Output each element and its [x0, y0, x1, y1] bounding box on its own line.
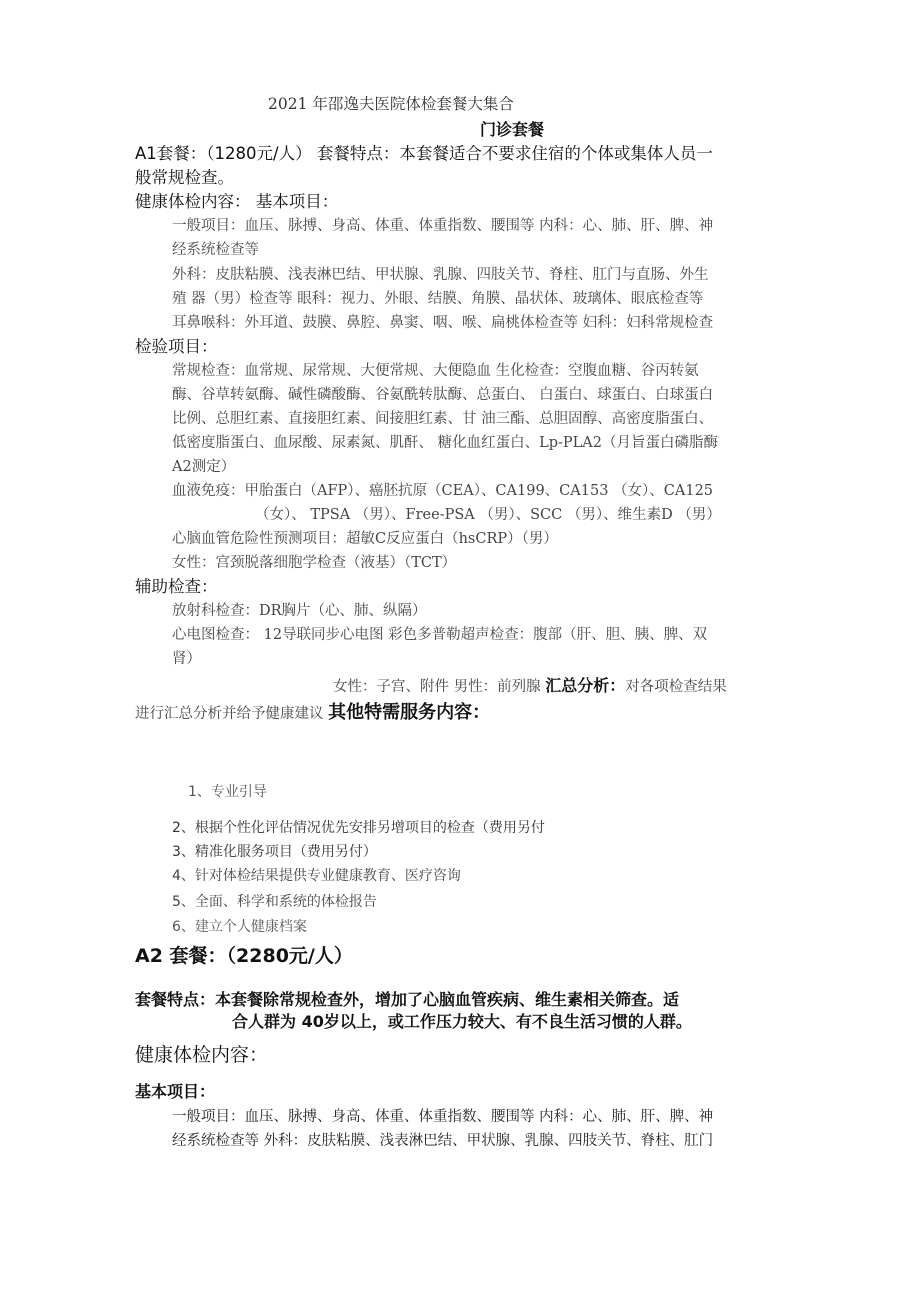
a1-basic-line: 外科：皮肤粘膜、浅表淋巴结、甲状腺、乳腺、四肢关节、脊柱、肛门与直肠、外生	[172, 267, 709, 283]
a2-basic-line: 一般项目：血压、脉搏、身高、体重、体重指数、腰围等 内科：心、肺、肝、脾、神	[172, 1109, 714, 1125]
a1-lab-line: 低密度脂蛋白、血尿酸、尿素氮、肌酐、 糖化血红蛋白、Lp-PLA2（月旨蛋白磷脂酶	[172, 435, 718, 451]
a1-aux-line: 放射科检查：DR胸片（心、肺、纵隔）	[172, 603, 427, 619]
document-title: 2021 年邵逸夫医院体检套餐大集合	[268, 95, 514, 113]
service-item: 6、建立个人健康档案	[172, 919, 307, 935]
service-item: 1、专业引导	[188, 784, 267, 800]
a1-lab-line: 女性：宫颈脱落细胞学检查（液基）（TCT）	[172, 555, 457, 571]
a1-basic-line: 殖 器（男）检查等 眼科：视力、外眼、结膜、角膜、晶状体、玻璃体、眼底检查等	[172, 291, 704, 307]
a2-content-heading: 健康体检内容：	[135, 1044, 269, 1066]
a1-aux-gender-line	[333, 676, 727, 697]
a1-lab-line: 比例、总胆红素、直接胆红素、间接胆红素、甘 油三酯、总胆固醇、高密度脂蛋白、	[172, 411, 714, 427]
a1-summary-label: 汇总分析：	[545, 676, 626, 695]
a1-content-heading: 健康体检内容： 基本项目：	[135, 192, 339, 211]
a1-lab-line: 血液免疫：甲胎蛋白（AFP）、癌胚抗原（CEA）、CA199、CA153 （女）、CA125	[172, 483, 714, 499]
a2-header: A2 套餐：（2280元/人）	[135, 945, 353, 967]
a1-summary-text: 对各项检查结果	[625, 679, 727, 695]
a1-lab-line: 酶、谷草转氨酶、碱性磷酸酶、谷氨酰转肽酶、总蛋白、 白蛋白、球蛋白、白球蛋白	[172, 387, 714, 403]
a1-header: A1套餐：（1280元/人） 套餐特点：本套餐适合不要求住宿的个体或集体人员一	[135, 144, 713, 163]
a1-lab-heading: 检验项目：	[135, 337, 218, 356]
a1-summary-text-cont: 进行汇总分析并给予健康建议	[135, 706, 329, 722]
service-item: 3、精准化服务项目（费用另付）	[172, 844, 377, 860]
service-item: 5、全面、科学和系统的体检报告	[172, 894, 377, 910]
a1-special-heading: 其他特需服务内容：	[328, 702, 491, 723]
a2-feature: 套餐特点：本套餐除常规检查外，增加了心脑血管疾病、维生素相关筛查。适	[135, 990, 680, 1009]
document-subtitle: 门诊套餐	[480, 120, 545, 139]
a1-aux-gender-text: 女性：子宫、附件 男性：前列腺	[333, 679, 546, 695]
a1-lab-line: 心脑血管危险性预测项目：超敏C反应蛋白（hsCRP）（男）	[172, 531, 558, 547]
a2-basic-heading: 基本项目：	[135, 1082, 216, 1101]
a1-basic-line: 耳鼻喉科：外耳道、鼓膜、鼻腔、鼻窦、咽、喉、扁桃体检查等 妇科：妇科常规检查	[172, 315, 714, 331]
a1-aux-line: 心电图检查： 12导联同步心电图 彩色多普勒超声检查：腹部（肝、胆、胰、脾、双	[172, 627, 708, 643]
service-item: 2、根据个性化评估情况优先安排另增项目的检查（费用另付	[172, 820, 545, 836]
a1-aux-line: 肾）	[172, 651, 201, 667]
a1-lab-line: 常规检查：血常规、尿常规、大便常规、大便隐血 生化检查：空腹血糖、谷丙转氨	[172, 363, 699, 379]
a1-summary-line	[135, 703, 490, 724]
a1-basic-line: 一般项目：血压、脉搏、身高、体重、体重指数、腰围等 内科：心、肺、肝、脾、神	[172, 218, 714, 234]
a1-header-cont: 般常规检查。	[135, 168, 234, 187]
a2-basic-line: 经系统检查等 外科：皮肤粘膜、浅表淋巴结、甲状腺、乳腺、四肢关节、脊柱、肛门	[172, 1133, 714, 1149]
service-item: 4、针对体检结果提供专业健康教育、医疗咨询	[172, 868, 461, 884]
a2-feature-cont: 合人群为 40岁以上，或工作压力较大、有不良生活习惯的人群。	[232, 1012, 692, 1031]
a1-aux-heading: 辅助检查：	[135, 577, 218, 596]
a1-lab-line: A2测定）	[172, 459, 236, 475]
a1-basic-line: 经系统检查等	[172, 242, 259, 258]
a1-lab-line: （女）、 TPSA （男）、Free-PSA （男）、SCC （男）、维生素D （男）	[255, 507, 721, 523]
